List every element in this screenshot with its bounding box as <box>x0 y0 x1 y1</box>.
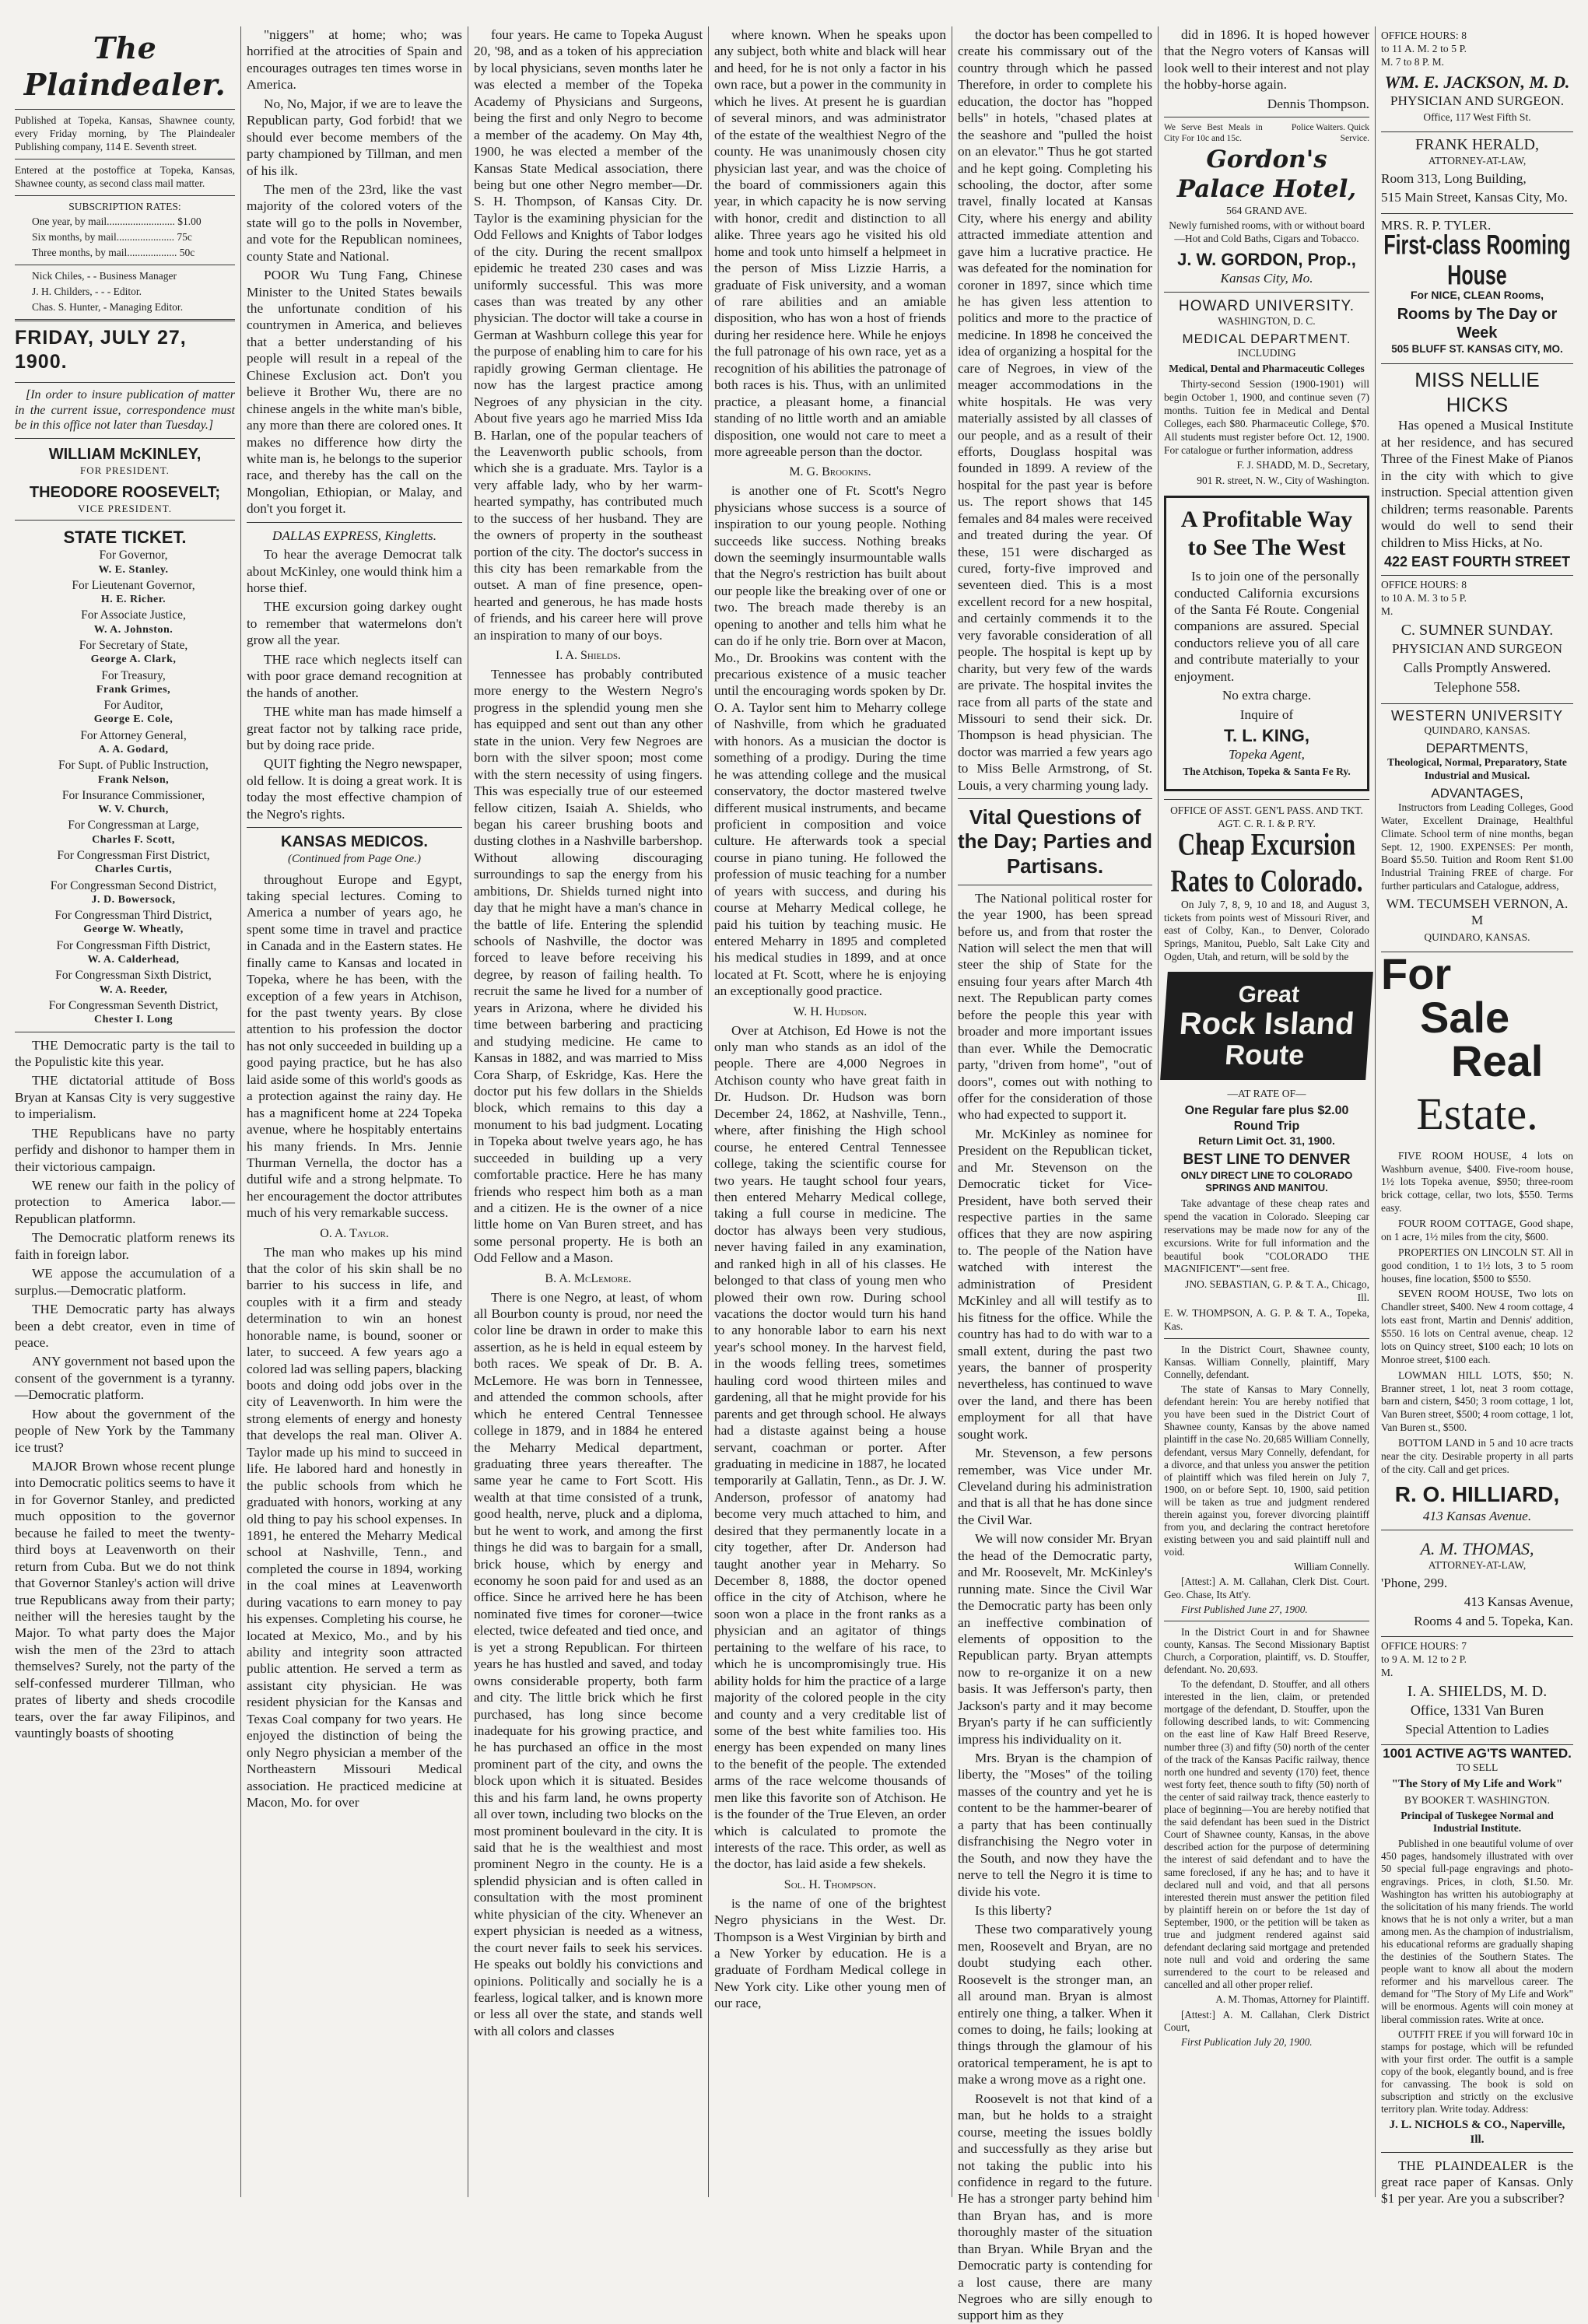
state-ticket-heading: STATE TICKET. <box>63 528 187 548</box>
hicks-ad <box>1381 364 1573 576</box>
sunday-card <box>1381 576 1573 703</box>
ticket-candidate: J. D. Bowersock, <box>91 893 176 906</box>
medicos-text <box>247 871 462 1222</box>
agents-outfit: OUTFIT FREE if you will forward 10c in stamps for postage, which will be refunded with your first order. The outfit is a sample copy of the book, elegantly bound, and is free for canvassing. The book is sold on subscription and strictly on the exclusive territory plan. Write today. Address: <box>1381 2028 1573 2115</box>
article-paragraph: four years. He came to Topeka August 20, '98, and as a token of his appreciation by local physicians, seven months later he was elected a member of the Topeka Academy of Physicians and Surgeons, being the first and only Negro to become a member of the academy. On May 4th, 1900, he was elected a member of the Kansas State Medical association, there being but one other Negro member—Dr. S. H. Thompson, of Kansas City. Dr. Taylor is the examining physician for the Odd Fellows and Knights of Tabor lodges of the city. During the recent smallpox epidemic he treated 230 cases and was uniformly successful. This was more cases than was treated by any other physician. The doctor will take a course in German at Washburn college this year for the purpose of enabling him to care for his rapidly growing German clientage. He now has the largest practice among Negroes of any physician in the city. About five years ago he married Miss Ida B. Harlan, one of the popular teachers of the Leavenworth public schools, from which she is a graduate. Mrs. Taylor is a very affable lady, who by her warm-hearted sympathy, has contributed much to the success of her husband. They are the owners of property in the southeast portion of the city. The doctor's success in this city has been remarkable from the outset. A man of fine presence, open-hearted and generous, he has made hosts of friends, and his career here will prove an inspiration to many of our boys. <box>474 27 703 643</box>
editorial-paragraph: "niggers" at home; who; was horrified at the atrocities of Spain and encourages outrages ten times worse in America. <box>247 27 462 93</box>
western-body: Instructors from Leading Colleges, Good Water, Excellent Drainage, Healthful Climate. School term of nine months, began Sept. 12, 1900. EXPENSES: Per month, Board $5.50. Tuition and Room Rent $1.00 Industrial Training FREE of charge. For further particulars and Catalogue, address, <box>1381 801 1573 892</box>
ticket-candidate: George W. Wheatly, <box>83 924 184 936</box>
profitable-agent: T. L. KING, <box>1224 726 1309 746</box>
agents-by: BY BOOKER T. WASHINGTON. <box>1404 1793 1551 1806</box>
rate-line: One year, by mail.......................... $1.00 <box>32 216 202 228</box>
gordon-service: Police Waiters. Quick Service. <box>1291 123 1369 144</box>
excursion-body: On July 7, 8, 9, 10 and 18, and August 3, tickets from points west of Missouri River, and east of Colby, Kan., to Denver, Colorado Springs, Manitou, Pueblo, Salt Lake City and Ogden, Utah, and return, will be sold by the <box>1164 898 1369 963</box>
howard-city: WASHINGTON, D. C. <box>1218 315 1316 328</box>
shields-card <box>1381 1637 1573 1745</box>
thomas-address: 413 Kansas Avenue, <box>1464 1594 1573 1610</box>
shields-office: Office, 1331 Van Buren <box>1410 1702 1544 1718</box>
excursion-only-line: ONLY DIRECT LINE TO COLORADO SPRINGS AND MANITOU. <box>1180 1169 1353 1194</box>
excursion-sig1: JNO. SEBASTIAN, G. P. & T. A., Chicago, Ill. <box>1185 1278 1369 1304</box>
excursion-return: Return Limit Oct. 31, 1900. <box>1198 1134 1335 1147</box>
profitable-role: Topeka Agent, <box>1229 747 1305 762</box>
dallas-express-heading: DALLAS EXPRESS, Kingletts. <box>272 528 437 543</box>
agents-wanted-ad <box>1381 1745 1573 2147</box>
gordon-meals: We Serve Best Meals in City For 10c and 15c. <box>1164 123 1263 144</box>
kansas-medicos-heading: KANSAS MEDICOS. <box>281 833 428 851</box>
gordon-prop: J. W. GORDON, Prop., <box>1177 250 1356 270</box>
thompson-text <box>714 1895 946 2012</box>
herald-address: 515 Main Street, Kansas City, Mo. <box>1381 190 1568 205</box>
excursion-heading: Cheap Excursion Rates to Colorado. <box>1170 826 1363 899</box>
logo-rock-island: Rock Island <box>1178 1006 1356 1041</box>
agents-role: Principal of Tuskegee Normal and Industrial Institute. <box>1400 1809 1554 1835</box>
gordon-address: 564 GRAND AVE. <box>1226 204 1307 216</box>
sale-for: For <box>1381 948 1452 998</box>
excursion-office: OFFICE OF ASST. GEN'L PASS. AND TKT. AGT. C. R. I. & P. R'Y. <box>1170 804 1363 829</box>
ticket-office: For Congressman Third District, <box>54 909 212 923</box>
editorial-paragraph: THE Democratic party is the tail to the Populistic kite this year. <box>15 1037 235 1069</box>
author-signature: Dennis Thompson. <box>1267 96 1369 111</box>
article-paragraph: The man who makes up his mind that the color of his skin shall be no barrier to his success in life, and couples with it a firm and steady determination to win an honest honorable name, is bound, sooner or later, to succeed. A few years ago a colored lad was selling papers, blacking boots and doing odd jobs over in the city of Leavenworth. In him were the strong elements of energy and honesty that develops the real man. Oliver A. Taylor made up his mind to succeed in life. He labored hard and honestly in the public schools from which he graduated with honors, working at any old thing to pay his school expenses. In 1891, he entered the Meharry Medical school at Nashville, Tenn., and completed the course in 1894, working in the coal mines at Leavenworth during vacations to earn money to pay his expenses. Completing his course, he located at Mexico, Mo., and by his ability and integrity soon attracted public attention. He served a term as assistant city physician. He was resident physician for the Kansas and Texas Coal company for two years. He enjoyed the distinction of being the only Negro physician a member of the Northeastern Missouri Medical association. He practiced medicine at Macon, Mo. for over <box>247 1244 462 1810</box>
ticket-office: For Congressman Sixth District, <box>55 969 212 983</box>
editorial-paragraph: THE dictatorial attitude of Boss Bryan at Kansas City is very suggestive to imperialism. <box>15 1073 235 1122</box>
ticket-candidate: W. A. Johnston. <box>93 623 174 636</box>
excursion-sig2: E. W. THOMPSON, A. G. P. & T. A., Topeka, Kas. <box>1164 1307 1369 1332</box>
ticket-office: For Congressman Fifth District, <box>56 938 211 952</box>
gordon-name: Gordon's Palace Hotel, <box>1176 145 1357 204</box>
editorial-paragraph: WE renew our faith in the policy of protection to America labor.—Republican platformn. <box>15 1178 235 1226</box>
president-label: FOR PRESIDENT. <box>80 464 170 476</box>
excursion-advice: Take advantage of these cheap rates and spend the vacation in Colorado. Sleeping car reservations may be made now for any of the excursions. Write for full information and the beautiful book "COLORADO THE MAGNIFICENT"—sent free. <box>1164 1197 1369 1275</box>
legal1-court: In the District Court, Shawnee county, Kansas. William Connelly, plaintiff, Mary Connelly, defendant. <box>1164 1343 1369 1380</box>
ticket-office: For Governor, <box>99 549 168 563</box>
listing-item: SEVEN ROOM HOUSE, Two lots on Chandler street, $400. New 4 room cottage, 4 lots east front, Martin and Dennis' addition, $550. 16 lots on Central avenue, cheap. 12 lots on Quincy street, $100 each; 10 lots on Monroe street, $100 each. <box>1381 1288 1573 1365</box>
ticket-candidate: George E. Cole, <box>93 713 174 726</box>
column-4 <box>709 26 952 2197</box>
col1-editorials <box>15 1037 235 1742</box>
logo-great: Great <box>1237 982 1301 1008</box>
publisher-info: Published at Topeka, Kansas, Shawnee county, every Friday morning, by The Plaindealer Publishing company, 114 E. Seventh street. <box>15 114 235 152</box>
article-paragraph: is the name of one of the brightest Negro physicians in the West. Dr. Thompson is a West Virginian by birth and a New Yorker by education. He is a graduate of Fordham Medical college in New York city. Like other young men of our race, <box>714 1895 946 2011</box>
article-paragraph: We will now consider Mr. Bryan the head of the Democratic party, and Mr. Roosevelt, Mr. McKinley's running mate. Since the Civil War the Democratic party has been only an ineffective combination of elements of opposition to the Republican party. Bryan attempts now to re-organize it on a new basis. It was Jefferson's party, then Jackson's party and it may become Bryan's party if he can sufficiently impress his individuality on it. <box>958 1531 1152 1747</box>
rooming-house-ad <box>1381 214 1573 364</box>
sale-sale: Sale <box>1420 992 1510 1042</box>
shields-hours: OFFICE HOURS: 7 to 9 A. M. 12 to 2 P. M. <box>1381 1640 1467 1679</box>
western-sig-city: QUINDARO, KANSAS. <box>1424 931 1530 943</box>
western-signature: WM. TECUMSEH VERNON, A. M <box>1386 896 1569 928</box>
agents-book: "The Story of My Life and Work" <box>1391 1778 1563 1791</box>
taylor-text-continued <box>474 26 703 643</box>
legal1-body: The state of Kansas to Mary Connelly, defendant herein: You are hereby notified that you have been sued in the District Court of Shawnee county, Kansas by the above named plaintiff in the case No. 20,685 William Connelly, defendant, versus Mary Connelly, defendant, for a divorce, and that unless you answer the petition of plaintiff which was filed herein on July 7, 1900, on or before Sept. 10, 1900, said petition will be taken as true and judgment rendered therein against you, forever divorcing plaintiff from you, and declaring the contract heretofore existing between you and said plaintiff null and void. <box>1164 1383 1369 1558</box>
shields-text <box>474 666 703 1267</box>
ticket-office: For Attorney General, <box>80 728 187 742</box>
profitable-body: Is to join one of the personally conducted California excursions of the Santa Fé Route. Congenial companions are assured. Special conductors relieve you of all care and contribute materially to your enjoyment. <box>1174 569 1359 684</box>
legal2-pub: First Publication July 20, 1900. <box>1181 2035 1313 2048</box>
thompson-byline: Sol. H. Thompson. <box>783 1877 877 1891</box>
listing-item: BOTTOM LAND in 5 and 10 acre tracts near the city. Desirable property in all parts of the city. Call and get prices. <box>1381 1437 1573 1475</box>
ticket-office: For Associate Justice, <box>81 608 186 622</box>
editorial-paragraph: The Democratic platform renews its faith in foreign labor. <box>15 1230 235 1262</box>
staff-line: Nick Chiles, - - Business Manager <box>32 270 177 282</box>
mclemore-byline: B. A. McLemore. <box>545 1271 632 1285</box>
brookins-byline: M. G. Brookins. <box>789 465 871 479</box>
agents-heading: 1001 ACTIVE AG'TS WANTED. <box>1383 1746 1572 1761</box>
howard-name: HOWARD UNIVERSITY. <box>1179 297 1355 314</box>
ticket-candidate: George A. Clark, <box>90 654 177 666</box>
legal2-attest: [Attest:] A. M. Callahan, Clerk District Court, <box>1164 2008 1369 2033</box>
ticket-office: For Auditor, <box>103 699 163 713</box>
sale-estate: Estate. <box>1416 1088 1538 1139</box>
hilliard-address: 413 Kansas Avenue. <box>1422 1509 1532 1524</box>
legal1-sig: William Connelly. <box>1294 1561 1369 1573</box>
herald-role: ATTORNEY-AT-LAW, <box>1428 155 1527 167</box>
gordon-desc: Newly furnished rooms, with or without board—Hot and Cold Baths, Cigars and Tobacco. <box>1169 219 1365 245</box>
western-city: QUINDARO, KANSAS. <box>1424 724 1530 737</box>
editorial-paragraph: THE Democratic party has always been a debt creator, even in time of peace. <box>15 1302 235 1350</box>
rock-island-logo <box>1160 972 1373 1080</box>
article-paragraph: The National political roster for the year 1900, has been spread before us, and from that roster the Nation will select the men that will steer the ship of State for the ensuing four years after March 4th next. The Republican party comes before the people this year with broader and more important issues than ever. While the Democratic party, "driven from home", "out of doors", comes out with nothing to offer for the consideration of those who had expected to support it. <box>958 890 1152 1123</box>
legal2-court: In the District Court in and for Shawnee county, Kansas. The Second Missionary Baptist Church, a Corporation, plaintiff, vs. D. Stouffer, defendant. No. 20,693. <box>1164 1625 1369 1676</box>
jackson-office: Office, 117 West Fifth St. <box>1423 111 1531 124</box>
column-7 <box>1376 26 1579 2207</box>
ticket-office: For Congressman Second District, <box>50 878 217 892</box>
president-name: WILLIAM McKINLEY, <box>48 446 202 464</box>
howard-body: Thirty-second Session (1900-1901) will begin October 1, 1900, and continue seven (7) months. Tuition fee in Medical and Dental Colleges, each $80. Pharmaceutic College, $70. All students must register before Oct. 12, 1900. For catalogue or further information, address <box>1164 378 1369 456</box>
column-1 <box>9 26 241 2197</box>
hicks-heading: MISS NELLIE HICKS <box>1414 368 1540 417</box>
excursion-rate-of: —AT RATE OF— <box>1227 1088 1306 1100</box>
rate-line: Six months, by mail...................... 75c <box>32 231 192 244</box>
howard-incl: INCLUDING <box>1237 347 1296 359</box>
real-estate-ad <box>1381 948 1573 1525</box>
legal2-body: To the defendant, D. Stouffer, and all others interested in the lien, claim, or pretended mortgage of the defendant, D. Stouffer, upon the following described lands, to wit: Commencing on the east line of Kaw Half Breed Reserve, number three (3) and fifty (50) north of the center of the track of the Kansas Pacific railway, thence north one hundred and seventy (170) feet, thence west forty feet, thence south to fifty (50) north of the center of said railway track, thence easterly to place of beginning—You are hereby notified that the said defendant has been sued in the District Court of Shawnee county, Kansas, in the above described action for the purpose of determining the interest of said defendant and to have the same foreclosed, if any he has; and to have it declared null and void, and that all persons interested therein must answer the petition filed by plaintiff herein on or before the 1st day of September, 1900, or the petition will be taken as true and judgment rendered against said defendant declaring said mortgage and pretended note null and void and ordering the same surrendered to the court to be released and cancelled and all other proper relief. <box>1164 1678 1369 1991</box>
col2-paragraphs <box>247 546 462 822</box>
editorial-paragraph: MAJOR Brown whose recent plunge into Democratic politics seems to have it in for Governor Stanley, and predicted much opposition to the governor because he failed to meet the twenty-third boys at Leavenworth on their return from Cuba. But we do not think that Governor Stanley's action will drive true Republicans away from their party; neither will the heresies taught by the Major. To what party does the Major wish the men of the 23rd to attach themselves? Surely, not the party of the self-confessed murderer Tillman, who prates of liberty and sheds crocodile tears, over the far away Filipinos, and vauntingly boasts of shooting <box>15 1459 235 1741</box>
sunday-telephone: Telephone 558. <box>1434 679 1520 696</box>
ticket-office: For Lieutenant Governor, <box>72 578 195 592</box>
listing-item: PROPERTIES ON LINCOLN ST. All in good condition, 1 to 1½ lots, 3 to 5 room houses, fine location, $500 to $550. <box>1381 1246 1573 1285</box>
masthead-title: The Plaindealer. <box>23 30 226 103</box>
profitable-inquire: Inquire of <box>1239 706 1294 722</box>
gordon-hotel-ad <box>1164 122 1369 287</box>
howard-colleges: Medical, Dental and Pharmaceutic Colleges <box>1169 363 1365 375</box>
editorial-paragraph: How about the government of the people of New York by the Tammany ice trust? <box>15 1406 235 1455</box>
ticket-office: For Treasury, <box>101 668 166 682</box>
shields-special: Special Attention to Ladies <box>1405 1722 1549 1737</box>
article-paragraph: There is one Negro, at least, of whom all Bourbon county is proud, nor need the color line be drawn in order to make this assertion, as he is held in equal esteem by both races. We speak of Dr. B. A. McLemore. He was born in Tennessee, and attended the common schools, after which he entered Central Tennessee college in 1879, and in 1884 he entered the Meharry Medical department, graduating three years thereafter. The same year he came to Fort Scott. His wealth at that time consisted of a trunk, good health, nerve, pluck and a diploma, but he went to work, and among the first things he did was to bargain for a small, brick house, which by energy and economy he soon paid for and used as an office. Since he arrived here he has been nominated five times for coroner—twice elected, twice defeated and tied once, and is yet a strong Republican. For thirteen years he has hustled and saved, and today owns considerable property, both farm and city. The little brick which he first purchased, has long since become inadequate for his growing practice, and he has purchased an office in the most prominent part of the city, and owns the block upon which it is situated. Besides this and his farm land, he owns property all over town, including two blocks on the most prominent boulevard in the city. It is said that he is the wealthiest and most prominent Negro in the county. He is a splendid physician and is often called in consultation with the most prominent white physician of the city. Whenever an expert physician is needed as a witness, the court never fails to seek his services. He speaks out boldly his convictions and opinions. Politically and socially he is a fearless, logical talker, and is known more or less all over the state, and stands well with all colors and classes <box>474 1289 703 2038</box>
listing-item: FIVE ROOM HOUSE, 4 lots on Washburn avenue, $400. Five-room house, 1½ lots Topeka avenue, $950; three-room brick cottage, cellar, two lots, $550. Terms easy. <box>1381 1149 1573 1215</box>
herald-card <box>1381 132 1573 214</box>
editorial-paragraph: POOR Wu Tung Fang, Chinese Minister to the United States bewails the unfortunate condition of his countrymen in America, and believes that a better understanding of his people will result in a repeal of the Chinese Exclusion act. Don't you believe it Brother Wu, there are no chinese angels in the white man's bible, any more than there are colored ones. It makes no difference how dirty the white man is, he belongs to the superior race, and thereby has the call on the Mongolian, Ethiopian, or Malay, and don't you forget it. <box>247 268 462 517</box>
article-paragraph: Is this liberty? <box>975 1902 1052 1918</box>
rooming-address: 505 BLUFF ST. KANSAS CITY, MO. <box>1391 343 1563 356</box>
staff-line: Chas. S. Hunter, - Managing Editor. <box>32 300 184 313</box>
article-paragraph: These two comparatively young men, Roosevelt and Bryan, are no doubt studying each other. Roosevelt is the stronger man, an all around man. Bryan is almost entirely one thing, a talker. When it comes to doing, he fails; looking at things through the glamour of his oratorical temperament, he is apt to make a wrong move as a right one. <box>958 1922 1152 2087</box>
vital-questions-ending <box>1164 26 1369 93</box>
agents-address: J. L. NICHOLS & CO., Naperville, Ill. <box>1389 2119 1565 2146</box>
column-3 <box>468 26 709 2197</box>
thomas-phone: 'Phone, 299. <box>1381 1575 1448 1590</box>
howard-signature: F. J. SHADD, M. D., Secretary, <box>1236 459 1369 471</box>
ticket-candidate: A. A. Godard, <box>98 743 169 755</box>
article-paragraph: the doctor has been compelled to create his commissary out of the country through which he passed Therefore, in order to complete his education, the doctor has "hopped bells" in hotels, "chased plates at the seashore and "pulled the hoist on an elevator." Thus he got started and he kept going. Completing his schooling, the doctor, after some travel, finally located at Kansas City, where his energy and ability attracted immediate attention and gave him a lucrative practice. He was defeated for the nomination for coroner in 1897, since which time he has given less attention to politics and more to the practice of medicine. In 1898 he conceived the idea of organizing a hospital for the care of Negroes, in view of the meager accommodations in the white hospitals. He was very materially assisted by all classes of our people, and as a result of their efforts, Douglass hospital was founded in 1899. A review of the hospital for the past year is before us. The report shows that 145 females and 84 males were received and treated during the year. Of these, 151 were discharged as cured, forty-five improved and seventeen died. This is a most excellent record for a new hospital, and certainly commends it to the very favorable consideration of all people. The hospital is kept up by charity, but very few of the wards are private. The hospital invites the race from all parts of the state and Missouri to send their sick. Dr. Thompson is head physician. The doctor was married a few years ago to Miss Belle Armstrong, of St. Louis, a very charming young lady. <box>958 27 1152 793</box>
thomas-card <box>1381 1535 1573 1637</box>
staff-list <box>15 270 235 314</box>
editorial-paragraph: QUIT fighting the Negro newspaper, old fellow. It is doing a great work. It is today the most effective champion of the Negro's rights. <box>247 756 462 822</box>
subscription-rates <box>15 216 235 260</box>
ticket-office: For Congressman First District, <box>57 849 210 863</box>
legal2-sig: A. M. Thomas, Attorney for Plaintiff. <box>1215 1993 1369 2006</box>
jackson-card <box>1381 26 1573 132</box>
article-paragraph: Mrs. Bryan is the champion of liberty, the "Moses" of the toiling masses of the country and yet he is content to be the hammer-bearer of a party that has been continually disfranchising the Negro voter in the South, and now they have the nerve to tell the Negro it is time to divide his vote. <box>958 1751 1152 1899</box>
mclemore-text-continued <box>714 26 946 460</box>
vice-president-name: THEODORE ROOSEVELT; <box>29 484 221 502</box>
legal-notice-connelly <box>1164 1344 1369 1616</box>
rooming-rate: Rooms by The Day or Week <box>1397 305 1558 342</box>
taylor-text <box>247 1244 462 1811</box>
ticket-candidate: W. A. Calderhead, <box>87 954 180 966</box>
ticket-candidate: H. E. Richer. <box>100 594 167 606</box>
vice-president-label: VICE PRESIDENT. <box>78 502 172 514</box>
staff-line: J. H. Childers, - - - Editor. <box>32 285 142 297</box>
hicks-body: Has opened a Musical Institute at her residence, and has secured Three of the Finest Make of Pianos in the city with which to give instruction. Special attention given children; terms reasonable. Parents would do well to send their children to Miss Hicks, at No. <box>1381 418 1573 550</box>
hudson-byline: W. H. Hudson. <box>793 1004 868 1018</box>
herald-room: Room 313, Long Building, <box>1381 170 1527 186</box>
ticket-office: For Congressman Seventh District, <box>48 998 219 1012</box>
legal1-attest: [Attest:] A. M. Callahan, Clerk Dist. Court. Geo. Chase, Its Att'y. <box>1164 1576 1369 1600</box>
western-university-ad <box>1381 704 1573 952</box>
hudson-text <box>714 1022 946 1873</box>
state-ticket-list <box>15 548 235 1026</box>
western-depts: Theological, Normal, Preparatory, State Industrial and Musical. <box>1387 756 1567 781</box>
ticket-candidate: W. V. Church, <box>98 804 169 816</box>
sunday-calls: Calls Promptly Answered. <box>1403 660 1551 676</box>
sunday-name: C. SUMNER SUNDAY. <box>1400 621 1554 639</box>
column-5 <box>952 26 1159 2323</box>
ticket-candidate: Frank Nelson, <box>97 773 170 786</box>
ticket-candidate: Charles F. Scott, <box>92 833 175 846</box>
profitable-heading: A Profitable Way to See The West <box>1180 507 1353 561</box>
column-6 <box>1159 26 1376 2197</box>
vital-questions-text <box>958 890 1152 2324</box>
ticket-office: For Congressman at Large, <box>68 818 199 833</box>
ticket-office: For Secretary of State, <box>79 639 188 653</box>
vital-questions-heading: Vital Questions of the Day; Parties and Partisans. <box>958 805 1152 878</box>
ticket-candidate: Chester I. Long <box>94 1014 173 1026</box>
legal1-pub: First Published June 27, 1900. <box>1181 1603 1308 1615</box>
listing-item: FOUR ROOM COTTAGE, Good shape, on 1 acre, 1½ miles from the city, $600. <box>1381 1218 1573 1243</box>
editorial-paragraph: THE Republicans have no party perfidy and dishonor to hamper them in their victorious campaign. <box>15 1125 235 1174</box>
kansas-medicos-subhead: (Continued from Page One.) <box>287 852 422 865</box>
col2-editorials <box>247 26 462 517</box>
jackson-name: WM. E. JACKSON, M. D. <box>1384 72 1570 92</box>
article-paragraph: did in 1896. It is hoped however that the Negro voters of Kansas will look well to their interest and not play the hobby-horse again. <box>1164 27 1369 93</box>
ticket-candidate: W. A. Reeder, <box>99 983 168 996</box>
thomas-name: A. M. THOMAS, <box>1420 1538 1534 1558</box>
hilliard-name: R. O. HILLIARD, <box>1394 1481 1560 1506</box>
race-paper-notice: THE PLAINDEALER is the great race paper of Kansas. Only $1 per year. Are you a subscriber? <box>1381 2157 1573 2207</box>
sunday-role: PHYSICIAN AND SURGEON <box>1392 640 1562 656</box>
article-paragraph: Over at Atchison, Ed Howe is not the only man who stands as an idol of the people. There are 4,000 Negroes in Atchison county who have great faith in Dr. Hudson. Dr. Hudson was born December 24, 1862, at Nashville, Tenn., where, after finishing the High school course, he entered Central Tennessee college, taking the scientific course for two years. He taught school four years, then entered Meharry Medical college, taking a full course in medicine. The doctor has always been very studious, never having failed in any examination, and ranked high in all of his classes. He belonged to that class of young men who plowed their own row. During school vacations the doctor would turn his hand to any honorable labor to earn his next year's school money. In the harvest field, in the woods felling trees, sometimes hauling cord wood thirteen miles and gardening, all that he might provide for his parents and get through school. He always had a distaste against being a house servant, coachman or porter. After graduating in medicine in 1887, he located temporarily at Gallatin, Tenn., as Dr. J. W. Anderson, professor of anatomy had become very much attached to him, and desired that they permanently locate in a city together, after Dr. Anderson had taught another year in Meharry. So December 8, 1888, the doctor opened office in the city of Atchison, where he soon won a place in the front ranks as a physician and an agitator of things pertaining to the welfare of his race, to which he is uncompromisingly true. His ability holds for him the practice of a large majority of the colored people in the city and county and a very creditable list of some of the best white families too. His energy has been expended on many lines to the benefit of the people. The extended arms of the race welcome thousands of men like this favorite son of Atchison. He is the founder of the True Eleven, an order which is calculated to promote the interests of the race. This order, as well as the doctor, has laid aside a few shekels. <box>714 1022 946 1872</box>
profitable-no-extra: No extra charge. <box>1222 688 1312 703</box>
tyler-name: MRS. R. P. TYLER. <box>1381 217 1492 233</box>
editorial-paragraph: The men of the 23rd, like the vast majority of the colored voters of the state will go to the polls in November, and vote for the Republican nominees, county State and National. <box>247 181 462 264</box>
sale-real: Real <box>1451 1036 1544 1085</box>
editorial-paragraph: To hear the average Democrat talk about McKinley, one would think him a horse thief. <box>247 547 462 595</box>
ticket-office: For Insurance Commissioner, <box>61 788 205 802</box>
editorial-paragraph: THE excursion going darkey ought to remember that watermelons don't grow all the year. <box>247 599 462 648</box>
column-2 <box>241 26 468 2197</box>
article-paragraph: Roosevelt is not that kind of a man, but he holds to a straight course, meeting the issues boldly and successfully as they arise but not taking the public into his confidence in regard to the future. He has a stronger party behind him than Bryan has, and is more thoroughly master of the situation than Bryan. While Bryan and the Democratic party is contending for a lost cause, there are many Negroes who are silly enough to support him as they <box>958 2091 1152 2323</box>
ticket-office: For Supt. of Public Instruction, <box>58 759 209 773</box>
article-paragraph: Mr. Stevenson, a few persons remember, was Vice under Mr. Cleveland during his administration and that is all that he has done since the Civil War. <box>958 1446 1152 1527</box>
ticket-candidate: Charles Curtis, <box>94 864 173 876</box>
article-paragraph: where known. When he speaks upon any subject, both white and black will hear and heed, for he is not only a factor in his own race, but a power in the community in which he lives. At present he is guardian of several minors, and was administrator of the estate of the wealthiest Negro of the county. He was unanimously chosen city physician last year, and was the choice of the board of commissioners again this year, in which capacity he is now serving with honor, credit and distinction to all alike. Three years ago he visited his old home and took unto himself a helpmeet in the person of Miss Lizzie Harris, a graduate of Fisk university, and a woman of rare abilities and an amiable disposition, who has won a host of friends during her residence here. While he enjoys the full patronage of his own race, yet as a recognition of his abilities the patronage of both races is his. Thus, with an unlimited practice, a pleasant home, a financial standing of no little worth and an amiable disposition, one would not care to meet a more agreeable person than the doctor. <box>714 27 946 459</box>
legal-notice-baptist <box>1164 1626 1369 2049</box>
hicks-address: 422 EAST FOURTH STREET <box>1383 553 1571 570</box>
taylor-byline: O. A. Taylor. <box>320 1226 389 1240</box>
editorial-paragraph: ANY government not based upon the consent of the government is a tyranny.—Democratic platform. <box>15 1354 235 1403</box>
ticket-candidate: W. E. Stanley. <box>98 563 169 576</box>
correspondence-notice: [In order to insure publication of matter in the current issue, correspondence must be in this office not later than Tuesday.] <box>15 387 235 433</box>
colorado-excursion-ad <box>1164 804 1369 1334</box>
editorial-paragraph: THE race which neglects itself can with poor grace demand recognition at the hands of another. <box>247 651 462 700</box>
rates-heading: SUBSCRIPTION RATES: <box>68 200 181 212</box>
western-adv: ADVANTAGES, <box>1431 785 1523 801</box>
jackson-role: PHYSICIAN AND SURGEON. <box>1390 93 1565 108</box>
jackson-hours: OFFICE HOURS: 8 to 11 A. M. 2 to 5 P. M. 7 to 8 P. M. <box>1381 30 1467 68</box>
brookins-text <box>714 482 946 1000</box>
western-name: WESTERN UNIVERSITY <box>1390 707 1564 724</box>
rate-line: Three months, by mail................... 50c <box>32 247 195 259</box>
article-paragraph: throughout Europe and Egypt, taking special lectures. Coming to America a number of years ago, he spent some time in travel and practice in Canada and in the Eastern states. He finally came to Kansas and located in Topeka, where he has been, with the exception of a few years in Atchison, for the past twenty years. By close attention to his profession the doctor has not only succeeded in building up a good paying practice, but he has also laid aside some of this world's goods as a protection against the rainy day. He has a magnificent home at 224 Topeka avenue, where he hospitably entertains his many friends. In Mrs. Jennie Thurman Vernella, the doctor has a dutiful wife and a strong helpmate. To her encouragement the doctor attributes much of his very remarkable success. <box>247 871 462 1221</box>
gordon-city: Kansas City, Mo. <box>1220 271 1313 286</box>
entered-notice: Entered at the postoffice at Topeka, Kansas, Shawnee county, as second class mail matter. <box>15 163 235 189</box>
howard-address: 901 R. street, N. W., City of Washington. <box>1197 475 1369 487</box>
mclemore-text <box>474 1289 703 2040</box>
howard-university-ad <box>1164 297 1369 488</box>
logo-route: Route <box>1224 1038 1306 1071</box>
agents-sell: TO SELL <box>1456 1761 1499 1774</box>
western-dept: DEPARTMENTS, <box>1425 740 1529 755</box>
rooming-heading: First-class Rooming House <box>1383 230 1571 291</box>
howard-dept: MEDICAL DEPARTMENT. <box>1182 331 1351 347</box>
shields-name: I. A. SHIELDS, M. D. <box>1407 1682 1548 1700</box>
issue-date: FRIDAY, JULY 27, 1900. <box>15 326 187 373</box>
excursion-best-line: BEST LINE TO DENVER <box>1183 1151 1351 1169</box>
editorial-paragraph: THE white man has made himself a great factor not by talking race pride, but by doing race pride. <box>247 704 462 752</box>
sunday-hours: OFFICE HOURS: 8 to 10 A. M. 3 to 5 P. M. <box>1381 579 1467 618</box>
ticket-candidate: Frank Grimes, <box>96 683 171 696</box>
excursion-fare: One Regular fare plus $2.00 Round Trip <box>1184 1104 1349 1134</box>
rooming-sub: For NICE, CLEAN Rooms, <box>1410 289 1544 302</box>
article-paragraph: Mr. McKinley as nominee for President on the Republican ticket, and Mr. Stevenson on the Democratic ticket for Vice-President, have both served their respective parties in the same offices that they are now aspiring to. The people of the Nation have watched with interest the administration of President McKinley and all will testify as to his fitness for the office. While the country has had to do with war to a small extent, during the past two years, the banner of prosperity nevertheless, has continued to wave over the land, and there has been employment for all that have sought work. <box>958 1126 1152 1442</box>
shields-byline: I. A. Shields. <box>555 649 621 663</box>
herald-name: FRANK HERALD, <box>1415 136 1539 154</box>
editorial-paragraph: No, No, Major, if we are to leave the Republican party, God forbid! that we should ever become members of the party championed by Tillman, and men of his ilk. <box>247 96 462 178</box>
thompson-text-continued <box>958 26 1152 794</box>
profitable-railway: The Atchison, Topeka & Santa Fe Ry. <box>1183 765 1351 777</box>
editorial-paragraph: WE appose the accumulation of a surplus.—Democratic platform. <box>15 1266 235 1298</box>
listing-list <box>1381 1150 1573 1477</box>
article-paragraph: is another one of Ft. Scott's Negro physicians whose success is a source of inspiration to our young people. Nothing succeeds like success. Nothing breaks down the seemingly insurmountable walls that the Negro's restriction has built about our people like the breaking over of one or two. The breach made thereby is an opening to another and tells him what he can do if he only trie. Born over at Macon, Mo., Dr. Brookins was content with the precarious existence of a music teacher until the encouraging words spoken by Dr. O. A. Taylor sent him to Meharry college of Nashville, from which he graduated with honors. As a musician the doctor is something of a prodigy. During the time he was attending college and the musical conservatory, the doctor mastered twelve different musical instruments, and became proficient in composition and voice culture. He afterwards took a special course in piano tuning. He followed the profession of music teaching for a number of years with success, and during his course at Meharry Medical college, he paid his tuition by teaching music. He entered Meharry in 1895 and completed his medical studies in 1899, and at once located at Ft. Scott, where he is enjoying an exceptionally good practice. <box>714 483 946 999</box>
thomas-role: ATTORNEY-AT-LAW, <box>1428 1559 1527 1572</box>
thomas-rooms: Rooms 4 and 5. Topeka, Kan. <box>1414 1613 1573 1628</box>
agents-body: Published in one beautiful volume of over 450 pages, handsomely illustrated with over 50 special full-page engravings and photo-engravings. Prices, in cloth, $1.50. Mr. Washington has written his autobiography at the solicitation of his many friends. The world knows that he is not only a writer, but a man among men. As the champion of industrialism, his educational reforms are gradually shaping the destinies of the Southern States. The people want to know all about the modern reformer and his marvellous career. The demand for "The Story of My Life and Work" will be enormous. Agents will coin money at liberal commission rates. Write at once. <box>1381 1838 1573 2025</box>
article-paragraph: Tennessee has probably contributed more energy to the Western Negro's progress in the splendid young men she has equipped and sent out than any other state in the union. Very few Negroes are born with the silver spoon; most come with the stern necessity of using fingers. This was especially true of our esteemed fellow citizen, Isaiah A. Shields, who began his career brushing boots and dusting clothes in a Nashville barbershop. Without allowing discouraging surroundings to sap the energy from his ambitions, Dr. Shields turned night into day that he might have a man's chance in the battle of life. Entering the splendid schools of Nashville, the doctor was forced to leave before receiving his degree, by reason of failing health. To recruit the same he lived for a number of years in Arizona, where he divided his time between barbering and practicing and studying medicine. He came to Kansas in 1882, and was married to Miss Cora Sharp, of Eskridge, Kas. Here the doctor put his few dollars in the Shields block, which remains to this day a monument to his bad judgment. Locating in Topeka about twelve years ago, he has succeeded in building up a very comfortable practice. Here he has many friends who respect him both as a man and a citizen. He is the owner of a nice little home on Van Buren street, and has some personal property. He is both an Odd Fellow and a Mason. <box>474 667 703 1266</box>
profitable-west-ad <box>1164 496 1369 791</box>
listing-item: LOWMAN HILL LOTS, $50; N. Branner street, 1 lot, neat 3 room cottage, barn and cistern, $450; 3 room cottage, 1 lot, Van Buren street, $500; 4 room cottage, 1 lot, Van Buren st., $500. <box>1381 1369 1573 1434</box>
